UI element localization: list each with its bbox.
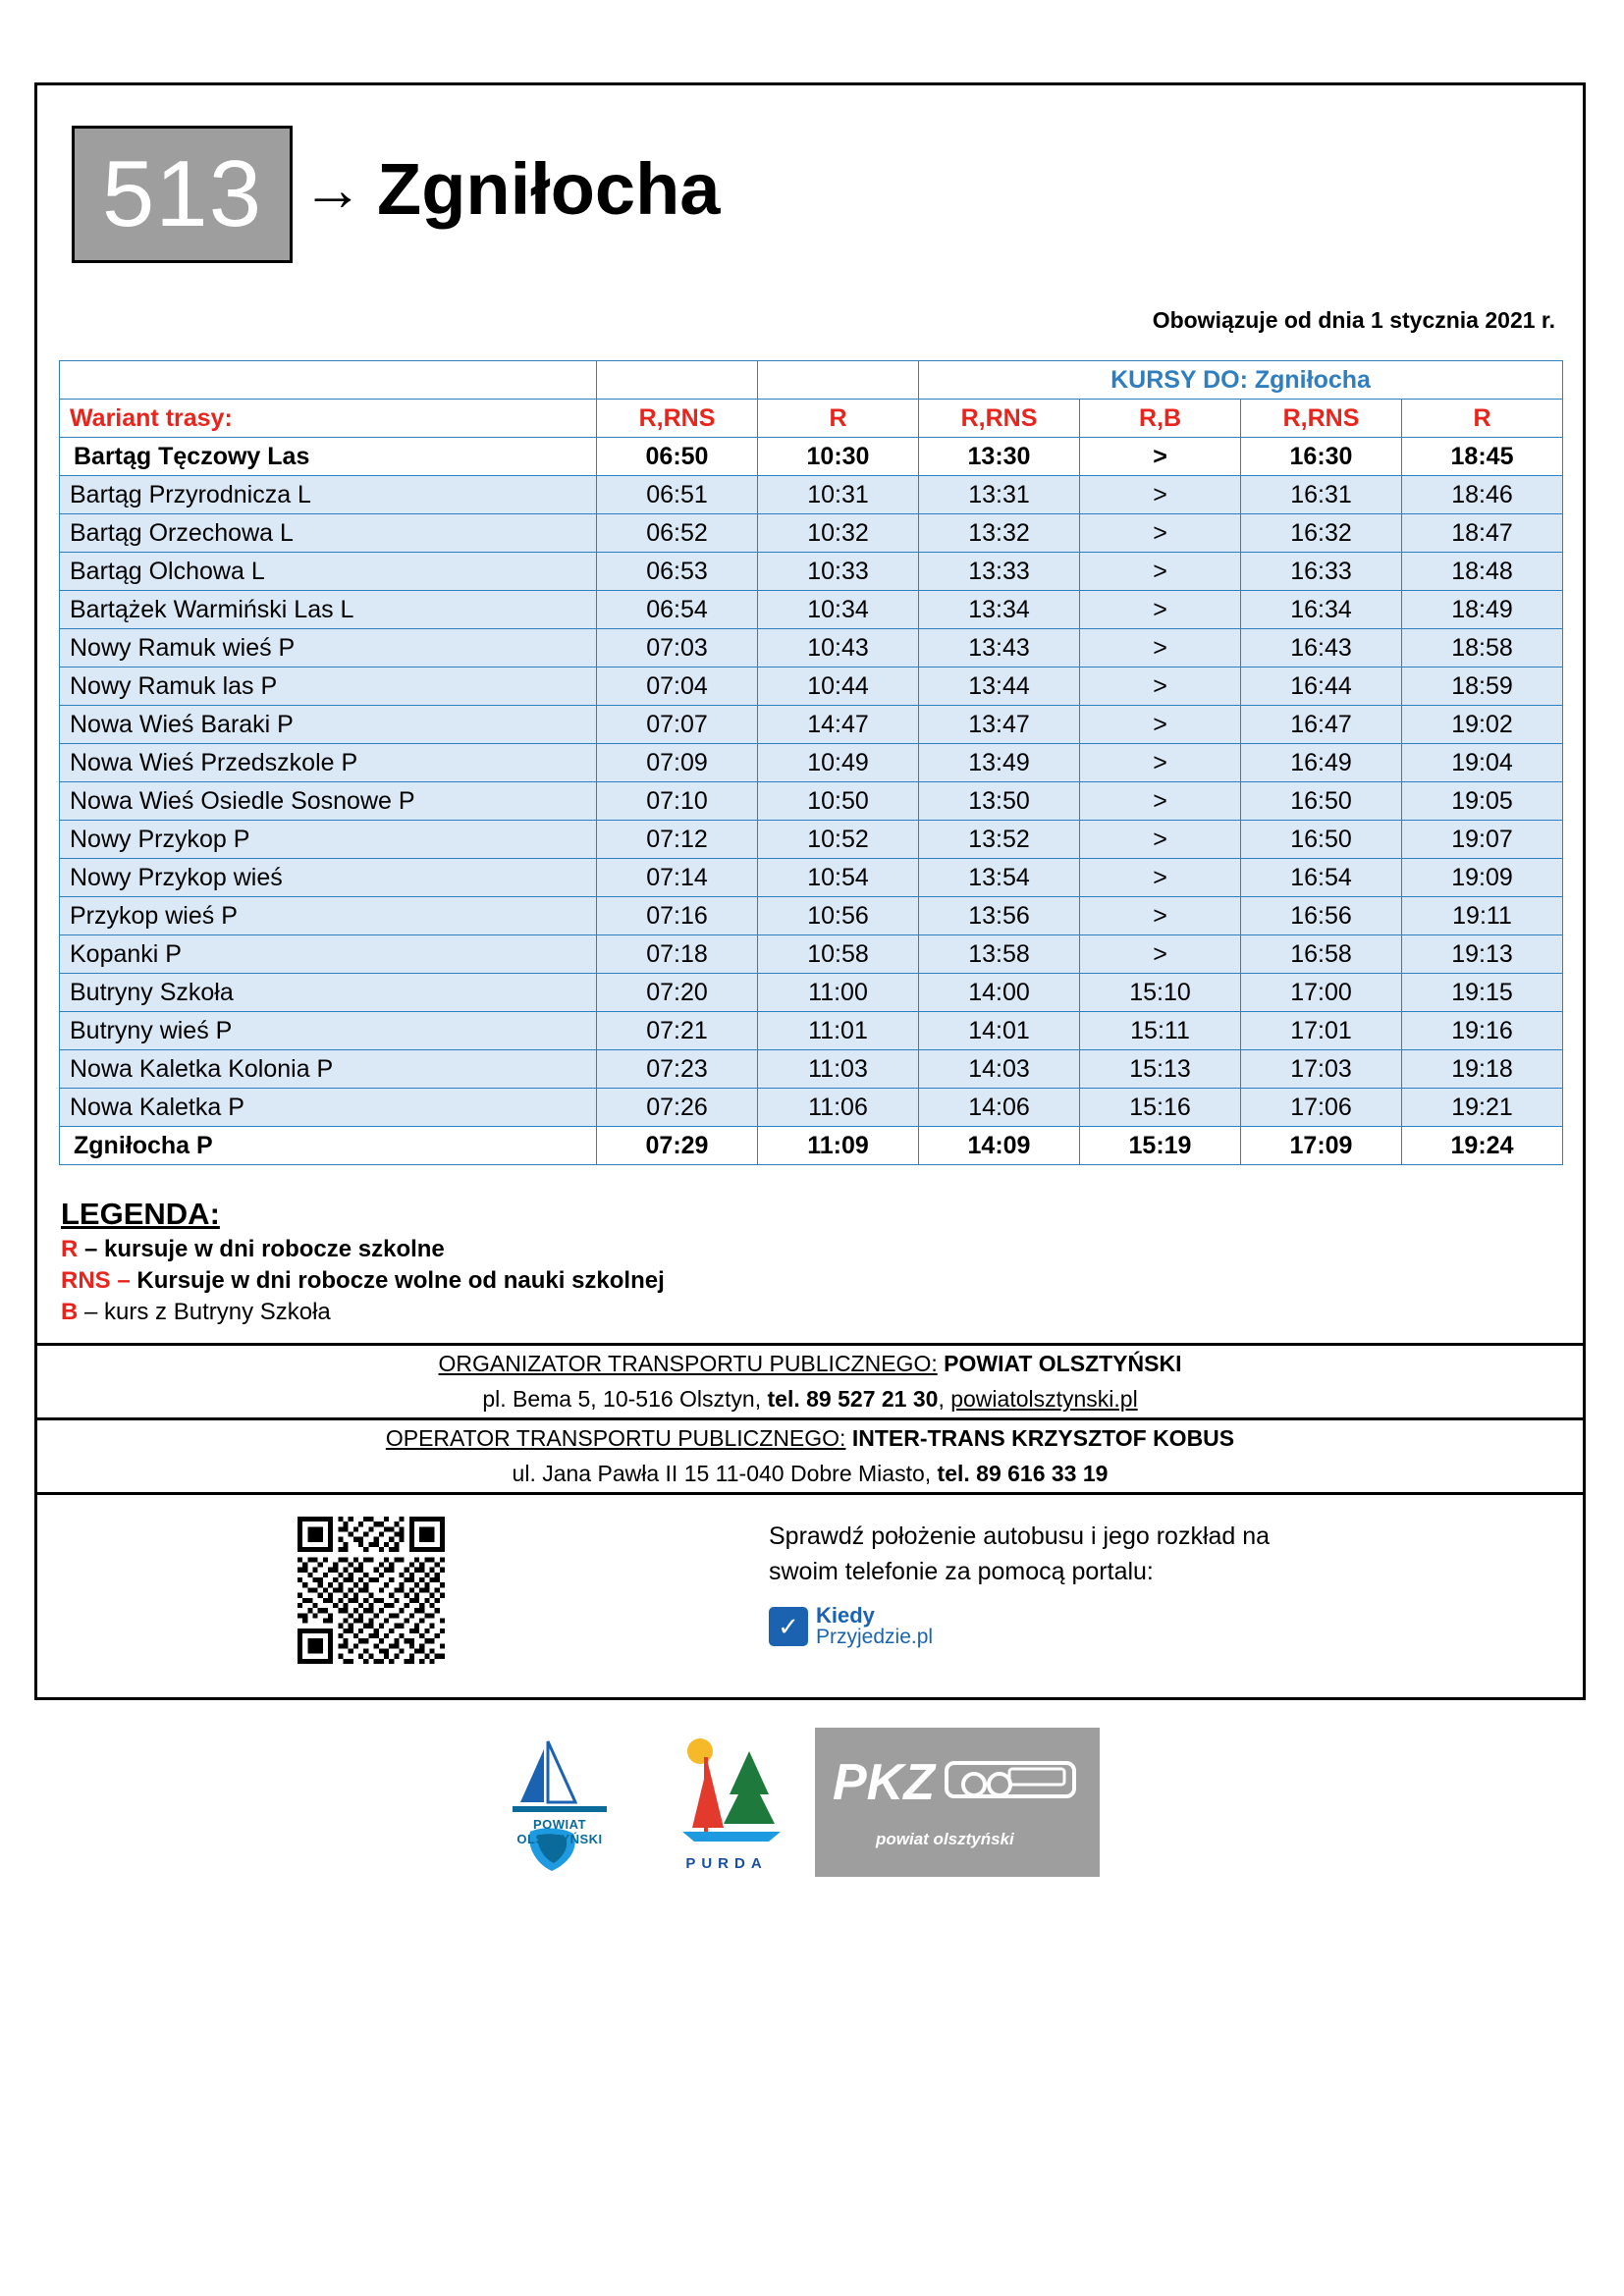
operator-line-2 (37, 1456, 1583, 1491)
table-row (60, 706, 1563, 744)
departure-time: 10:32 (758, 514, 919, 553)
departure-time: 11:06 (758, 1089, 919, 1127)
departure-time: 19:21 (1402, 1089, 1563, 1127)
table-row (60, 514, 1563, 553)
departure-time: 19:05 (1402, 782, 1563, 821)
footer-logos (491, 1728, 1178, 1880)
variant-label: Wariant trasy: (60, 400, 597, 438)
purda-logo (653, 1734, 800, 1876)
legend-text-rns: Kursuje w dni robocze wolne od nauki szkolnej (136, 1267, 665, 1294)
operator-line-1 (37, 1420, 1583, 1456)
banner-blank-cell (597, 361, 758, 400)
table-banner: KURSY DO: Zgniłocha (919, 361, 1563, 400)
departure-time: 10:33 (758, 553, 919, 591)
departure-time: 15:10 (1080, 974, 1241, 1012)
promo-box (37, 1492, 1583, 1700)
organizer-line-2 (37, 1381, 1583, 1416)
departure-time: > (1080, 476, 1241, 514)
powiat-olsztynski-caption: POWIAT OLSZTYŃSKI (516, 1817, 603, 1846)
departure-time: 19:24 (1402, 1127, 1563, 1165)
departure-time: 18:59 (1402, 667, 1563, 706)
departure-time: > (1080, 667, 1241, 706)
departure-time: 13:33 (919, 553, 1080, 591)
departure-time: 06:53 (597, 553, 758, 591)
organizer-name: POWIAT OLSZTYŃSKI (944, 1351, 1182, 1376)
table-row (60, 782, 1563, 821)
departure-time: 15:13 (1080, 1050, 1241, 1089)
table-row (60, 859, 1563, 897)
departure-time: 13:47 (919, 706, 1080, 744)
legend-text-b: – kurs z Butryny Szkoła (84, 1299, 331, 1325)
departure-time: > (1080, 591, 1241, 629)
departure-time: > (1080, 438, 1241, 476)
organizer-address: pl. Bema 5, 10-516 Olsztyn, (482, 1386, 768, 1412)
departure-time: 16:49 (1241, 744, 1402, 782)
table-row (60, 935, 1563, 974)
departure-time: 13:43 (919, 629, 1080, 667)
departure-time: 07:21 (597, 1012, 758, 1050)
table-row (60, 1050, 1563, 1089)
stop-name: Nowa Wieś Baraki P (60, 706, 597, 744)
departure-time: 13:30 (919, 438, 1080, 476)
departure-time: 16:32 (1241, 514, 1402, 553)
table-row (60, 591, 1563, 629)
bus-icon (941, 1755, 1088, 1814)
departure-time: 07:10 (597, 782, 758, 821)
departure-time: 16:30 (1241, 438, 1402, 476)
variant-header-5: R,RNS (1241, 400, 1402, 438)
departure-time: 10:34 (758, 591, 919, 629)
table-row (60, 438, 1563, 476)
departure-time: 10:58 (758, 935, 919, 974)
departure-time: 14:47 (758, 706, 919, 744)
stop-name: Nowa Wieś Osiedle Sosnowe P (60, 782, 597, 821)
departure-time: 13:31 (919, 476, 1080, 514)
stop-name: Bartąg Olchowa L (60, 553, 597, 591)
pkz-subcaption: powiat olsztyński (876, 1830, 1014, 1848)
departure-time: 10:49 (758, 744, 919, 782)
legend-item-r (61, 1236, 1141, 1263)
organizer-phone: tel. 89 527 21 30 (767, 1386, 939, 1412)
stop-name: Nowy Przykop P (60, 821, 597, 859)
table-row (60, 667, 1563, 706)
stop-name: Bartążek Warmiński Las L (60, 591, 597, 629)
departure-time: 10:43 (758, 629, 919, 667)
variant-header-2: R (758, 400, 919, 438)
banner-blank-cell (758, 361, 919, 400)
departure-time: 07:20 (597, 974, 758, 1012)
departure-time: 19:16 (1402, 1012, 1563, 1050)
legend-key-r: R (61, 1236, 79, 1262)
stop-name: Przykop wieś P (60, 897, 597, 935)
variant-header-4: R,B (1080, 400, 1241, 438)
powiat-olsztynski-logo (491, 1734, 628, 1876)
departure-time: 06:50 (597, 438, 758, 476)
departure-time: 07:14 (597, 859, 758, 897)
departure-time: 18:47 (1402, 514, 1563, 553)
stop-name: Bartąg Tęczowy Las (60, 438, 597, 476)
departure-time: 16:43 (1241, 629, 1402, 667)
departure-time: 13:34 (919, 591, 1080, 629)
legend (61, 1197, 1141, 1326)
departure-time: > (1080, 706, 1241, 744)
departure-time: 16:47 (1241, 706, 1402, 744)
departure-time: 10:44 (758, 667, 919, 706)
table-row (60, 974, 1563, 1012)
organizer-line-1 (37, 1346, 1583, 1381)
table-row (60, 897, 1563, 935)
departure-time: 18:49 (1402, 591, 1563, 629)
operator-phone: tel. 89 616 33 19 (937, 1461, 1109, 1486)
legend-key-b: B (61, 1299, 79, 1325)
stop-name: Nowy Przykop wieś (60, 859, 597, 897)
variant-header-1: R,RNS (597, 400, 758, 438)
departure-time: 10:31 (758, 476, 919, 514)
legend-key-rns: RNS – (61, 1267, 131, 1294)
departure-time: > (1080, 782, 1241, 821)
departure-time: 14:09 (919, 1127, 1080, 1165)
table-row (60, 1012, 1563, 1050)
departure-time: > (1080, 897, 1241, 935)
departure-time: 16:44 (1241, 667, 1402, 706)
organizer-separator: , (938, 1386, 951, 1412)
departure-time: 13:49 (919, 744, 1080, 782)
departure-time: 13:44 (919, 667, 1080, 706)
stop-name: Nowy Ramuk wieś P (60, 629, 597, 667)
table-row (60, 821, 1563, 859)
departure-time: 06:52 (597, 514, 758, 553)
departure-time: 18:45 (1402, 438, 1563, 476)
departure-time: 16:50 (1241, 782, 1402, 821)
departure-time: 16:31 (1241, 476, 1402, 514)
departure-time: 17:01 (1241, 1012, 1402, 1050)
departure-time: 07:16 (597, 897, 758, 935)
table-row (60, 1089, 1563, 1127)
departure-time: 18:48 (1402, 553, 1563, 591)
departure-time: 14:03 (919, 1050, 1080, 1089)
kiedyprzyjedzie-logo[interactable] (769, 1605, 933, 1648)
departure-time: 10:56 (758, 897, 919, 935)
departure-time: 19:11 (1402, 897, 1563, 935)
stop-name: Butryny Szkoła (60, 974, 597, 1012)
powiat-olsztynski-emblem-icon (491, 1734, 628, 1876)
departure-time: 19:02 (1402, 706, 1563, 744)
departure-time: 07:18 (597, 935, 758, 974)
departure-time: 07:12 (597, 821, 758, 859)
departure-time: 07:09 (597, 744, 758, 782)
organizer-box (37, 1343, 1583, 1417)
departure-time: 06:51 (597, 476, 758, 514)
departure-time: 13:54 (919, 859, 1080, 897)
departure-time: 13:58 (919, 935, 1080, 974)
route-number-badge: 513 (72, 126, 293, 263)
departure-time: 16:50 (1241, 821, 1402, 859)
departure-time: 19:04 (1402, 744, 1563, 782)
departure-time: 07:23 (597, 1050, 758, 1089)
legend-item-rns (61, 1267, 1141, 1295)
departure-time: 14:01 (919, 1012, 1080, 1050)
variant-header-3: R,RNS (919, 400, 1080, 438)
table-row (60, 744, 1563, 782)
organizer-label: ORGANIZATOR TRANSPORTU PUBLICZNEGO: (438, 1351, 938, 1376)
legend-title: LEGENDA: (61, 1197, 220, 1231)
stop-name: Bartąg Przyrodnicza L (60, 476, 597, 514)
departure-time: > (1080, 935, 1241, 974)
departure-time: 16:34 (1241, 591, 1402, 629)
stop-name: Nowa Kaletka P (60, 1089, 597, 1127)
departure-time: 14:06 (919, 1089, 1080, 1127)
departure-time: 07:29 (597, 1127, 758, 1165)
departure-time: 11:09 (758, 1127, 919, 1165)
departure-time: 16:54 (1241, 859, 1402, 897)
timetable (59, 360, 1563, 1165)
destination-title: Zgniłocha (377, 148, 721, 230)
departure-time: 13:56 (919, 897, 1080, 935)
departure-time: 14:00 (919, 974, 1080, 1012)
promo-text (769, 1519, 1270, 1589)
departure-time: 19:15 (1402, 974, 1563, 1012)
promo-line-1: Sprawdź położenie autobusu i jego rozkład na (769, 1522, 1271, 1550)
operator-label: OPERATOR TRANSPORTU PUBLICZNEGO: (385, 1425, 846, 1451)
departure-time: 07:03 (597, 629, 758, 667)
pkz-wordmark: PKZ (833, 1754, 935, 1811)
purda-caption: PURDA (685, 1855, 768, 1872)
departure-time: 13:50 (919, 782, 1080, 821)
departure-time: 13:32 (919, 514, 1080, 553)
departure-time: > (1080, 514, 1241, 553)
legend-text-r: – kursuje w dni robocze szkolne (84, 1236, 445, 1262)
organizer-website-link[interactable]: powiatolsztynski.pl (950, 1386, 1138, 1412)
poster-header (72, 126, 720, 263)
table-banner-row (60, 361, 1563, 400)
departure-time: > (1080, 821, 1241, 859)
check-icon: ✓ (769, 1607, 808, 1646)
departure-time: 10:50 (758, 782, 919, 821)
arrow-right-icon: → (302, 156, 363, 224)
stop-name: Nowa Wieś Przedszkole P (60, 744, 597, 782)
portal-name-line-2: Przyjedzie.pl (816, 1626, 934, 1648)
purda-emblem-icon (653, 1734, 800, 1861)
kiedyprzyjedzie-wordmark (816, 1605, 933, 1648)
variant-header-6: R (1402, 400, 1563, 438)
stop-name: Butryny wieś P (60, 1012, 597, 1050)
departure-time: 10:54 (758, 859, 919, 897)
table-row (60, 553, 1563, 591)
promo-line-2: swoim telefonie za pomocą portalu: (769, 1558, 1154, 1585)
departure-time: 07:26 (597, 1089, 758, 1127)
table-row (60, 476, 1563, 514)
departure-time: 18:46 (1402, 476, 1563, 514)
departure-time: 10:30 (758, 438, 919, 476)
departure-time: 18:58 (1402, 629, 1563, 667)
stop-name: Nowy Ramuk las P (60, 667, 597, 706)
departure-time: 16:56 (1241, 897, 1402, 935)
operator-address: ul. Jana Pawła II 15 11-040 Dobre Miasto, (512, 1461, 938, 1486)
valid-from-text: Obowiązuje od dnia 1 stycznia 2021 r. (1152, 307, 1555, 333)
departure-time: 15:11 (1080, 1012, 1241, 1050)
variant-row (60, 400, 1563, 438)
stop-name: Nowa Kaletka Kolonia P (60, 1050, 597, 1089)
departure-time: 07:07 (597, 706, 758, 744)
departure-time: 06:54 (597, 591, 758, 629)
departure-time: 19:18 (1402, 1050, 1563, 1089)
stop-name: Bartąg Orzechowa L (60, 514, 597, 553)
departure-time: > (1080, 744, 1241, 782)
banner-blank-cell (60, 361, 597, 400)
stop-name: Zgniłocha P (60, 1127, 597, 1165)
qr-code[interactable] (298, 1517, 445, 1664)
departure-time: 16:33 (1241, 553, 1402, 591)
departure-time: 15:16 (1080, 1089, 1241, 1127)
departure-time: 16:58 (1241, 935, 1402, 974)
departure-time: 17:00 (1241, 974, 1402, 1012)
departure-time: 13:52 (919, 821, 1080, 859)
table-row (60, 1127, 1563, 1165)
departure-time: 19:07 (1402, 821, 1563, 859)
table-row (60, 629, 1563, 667)
departure-time: > (1080, 859, 1241, 897)
departure-time: 15:19 (1080, 1127, 1241, 1165)
portal-name-line-1: Kiedy (816, 1603, 875, 1628)
departure-time: 07:04 (597, 667, 758, 706)
departure-time: 10:52 (758, 821, 919, 859)
departure-time: 11:03 (758, 1050, 919, 1089)
departure-time: 17:03 (1241, 1050, 1402, 1089)
departure-time: > (1080, 629, 1241, 667)
departure-time: 11:00 (758, 974, 919, 1012)
operator-name: INTER-TRANS KRZYSZTOF KOBUS (851, 1425, 1235, 1451)
departure-time: 19:13 (1402, 935, 1563, 974)
pkz-logo (815, 1728, 1100, 1877)
departure-time: > (1080, 553, 1241, 591)
departure-time: 11:01 (758, 1012, 919, 1050)
legend-item-b (61, 1299, 1141, 1326)
stop-name: Kopanki P (60, 935, 597, 974)
departure-time: 19:09 (1402, 859, 1563, 897)
departure-time: 17:06 (1241, 1089, 1402, 1127)
departure-time: 17:09 (1241, 1127, 1402, 1165)
operator-box (37, 1417, 1583, 1492)
